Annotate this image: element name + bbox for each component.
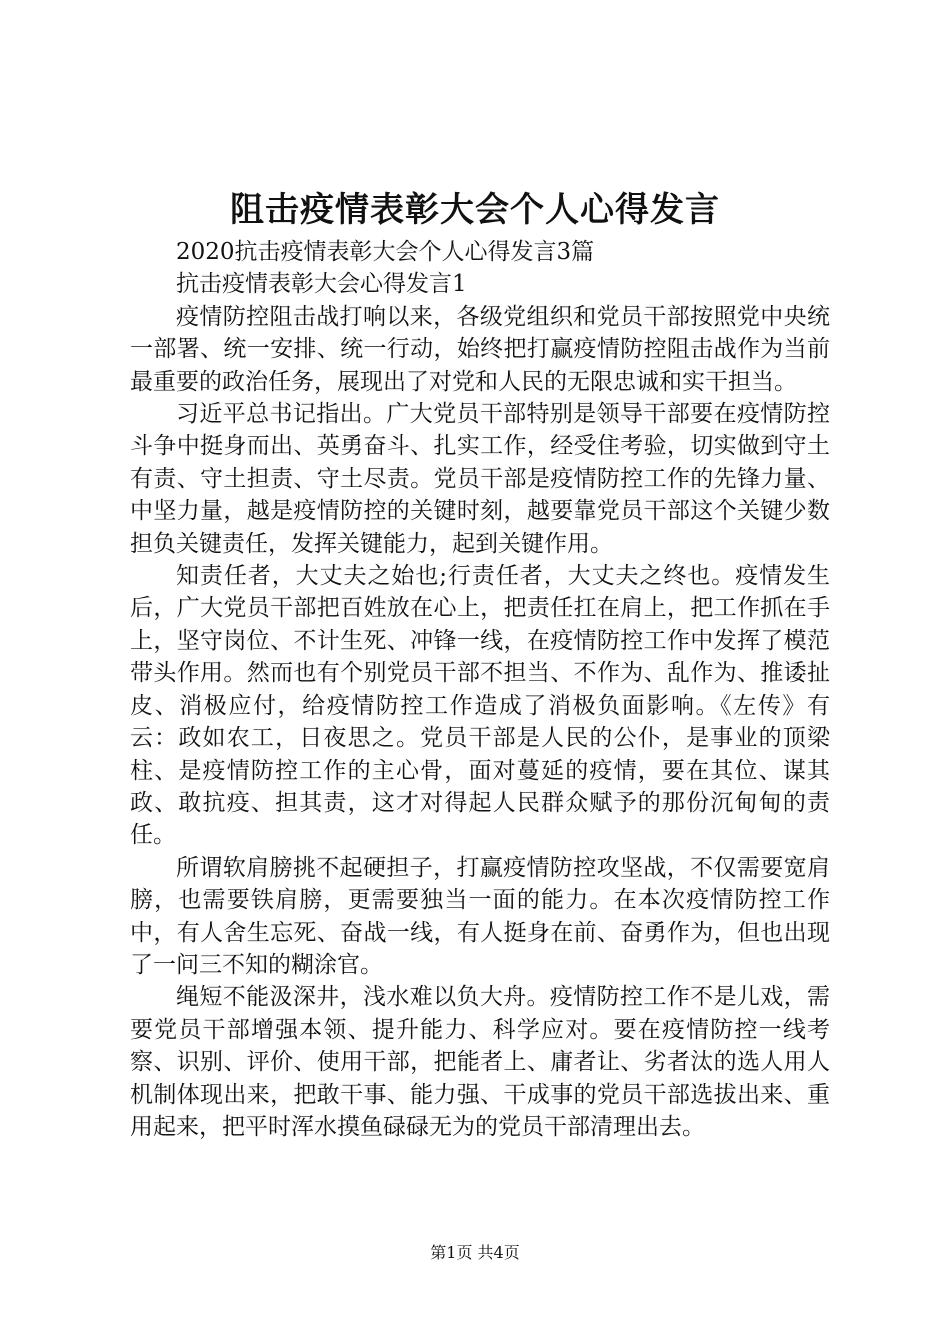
document-title: 阻击疫情表彰大会个人心得发言 [230,190,720,230]
subheading-part-1: 抗击疫情表彰大会心得发言1 [176,271,467,298]
document-body [130,236,830,1143]
paragraph-3: 知责任者，大丈夫之始也;行责任者，大丈夫之终也。疫情发生后，广大党员干部把百姓放在心上，把责任扛在肩上，把工作抓在手上，坚守岗位、不计生死、冲锋一线，在疫情防控工作中发挥了模范带头作用。然而也有个别党员干部不担当、不作为、乱作为、推诿扯皮、消极应付，给疫情防控工作造成了消极负面影响。《左传》有云：政如农工，日夜思之。党员干部是人民的公仆，是事业的顶梁柱、是疫情防控工作的主心骨，面对蔓延的疫情，要在其位、谋其政、敢抗疫、担其责，这才对得起人民群众赋予的那份沉甸甸的责任。 [130,563,830,849]
paragraph-4: 所谓软肩膀挑不起硬担子，打赢疫情防控攻坚战，不仅需要宽肩膀，也需要铁肩膀，更需要独当一面的能力。在本次疫情防控工作中，有人舍生忘死、奋战一线，有人挺身在前、奋勇作为，但也出现了一问三不知的糊涂官。 [130,854,830,978]
paragraph-1: 疫情防控阻击战打响以来，各级党组织和党员干部按照党中央统一部署、统一安排、统一行动，始终把打赢疫情防控阻击战作为当前最重要的政治任务，展现出了对党和人民的无限忠诚和实干担当。 [130,303,830,395]
paragraph-2: 习近平总书记指出。广大党员干部特别是领导干部要在疫情防控斗争中挺身而出、英勇奋斗、扎实工作，经受住考验，切实做到守土有责、守土担责、守土尽责。党员干部是疫情防控工作的先锋力量、中坚力量，越是疫情防控的关键时刻，越要靠党员干部这个关键少数担负关键责任，发挥关键能力，起到关键作用。 [130,401,830,557]
paragraph-5: 绳短不能汲深井，浅水难以负大舟。疫情防控工作不是儿戏，需要党员干部增强本领、提升能力、科学应对。要在疫情防控一线考察、识别、评价、使用干部，把能者上、庸者让、劣者汰的选人用人机制体现出来，把敢干事、能力强、干成事的党员干部选拔出来、重用起来，把平时浑水摸鱼碌碌无为的党员干部清理出去。 [130,984,830,1140]
page-number-footer: 第1页 共4页 [430,1243,520,1262]
subheading-collection: 2020抗击疫情表彰大会个人心得发言3篇 [176,239,595,265]
